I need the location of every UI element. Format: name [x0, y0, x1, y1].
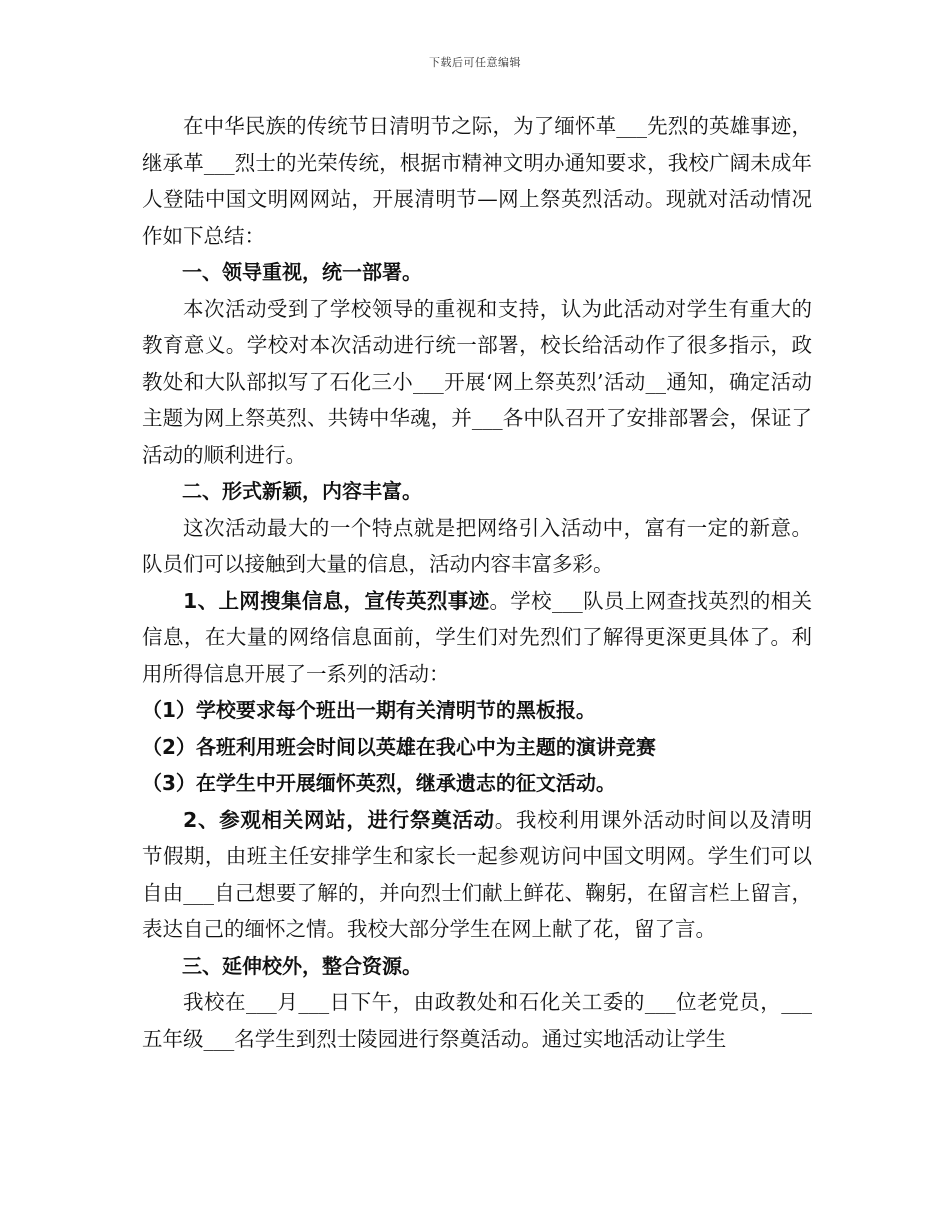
- item-1-text: 。学校___队员上网查找英烈的相关信息，在大量的网络信息面前，学生们对先烈们了解得更深更具体了。利用所得信息开展了一系列的活动：: [142, 588, 813, 686]
- item-2-lead: 2、参观相关网站，进行祭奠活动: [183, 807, 495, 832]
- sub-item-2: （2）各班利用班会时间以英雄在我心中为主题的演讲竞赛: [142, 734, 656, 759]
- section-1-heading: 一、领导重视，统一部署。: [182, 260, 422, 284]
- item-2-text: 。我校利用课外活动时间以及清明节假期，由班主任安排学生和家长一起参观访问中国文明网。学生们可以自由___自己想要了解的，并向烈士们献上鲜花、鞠躬，在留言栏上留言，表达自己的缅怀之情。我校大部分学生在网上献了花，留了言。: [142, 807, 813, 941]
- document-body: [142, 108, 812, 1057]
- sub-item-3: （3）在学生中开展缅怀英烈，继承遗志的征文活动。: [142, 771, 616, 795]
- section-2-heading: 二、形式新颖，内容丰富。: [182, 479, 422, 503]
- item-1-lead: 1、上网搜集信息，宣传英烈事迹: [183, 588, 490, 613]
- section-2-paragraph: 这次活动最大的一个特点就是把网络引入活动中，富有一定的新意。队员们可以接触到大量的信息，活动内容丰富多彩。: [142, 515, 812, 576]
- page-header: 下载后可任意编辑: [429, 56, 521, 69]
- item-1-paragraph: [142, 583, 812, 693]
- section-3-paragraph: 我校在___月___日下午，由政教处和石化关工委的___位老党员，___五年级___名学生到烈士陵园进行祭奠活动。通过实地活动让学生: [142, 990, 812, 1051]
- sub-item-1: （1）学校要求每个班出一期有关清明节的黑板报。: [142, 698, 596, 722]
- section-3-heading: 三、延伸校外，整合资源。: [182, 953, 422, 978]
- item-2-paragraph: [142, 802, 812, 948]
- section-1-paragraph: 本次活动受到了学校领导的重视和支持，认为此活动对学生有重大的教育意义。学校对本次活动进行统一部署，校长给活动作了很多指示，政教处和大队部拟写了石化三小___开展‘网上祭英烈’活动__通知，确定活动主题为网上祭英烈、共铸中华魂，并___各中队召开了安排部署会，保证了活动的顺利进行。: [142, 296, 812, 467]
- intro-paragraph: 在中华民族的传统节日清明节之际，为了缅怀革___先烈的英雄事迹，继承革___烈士的光荣传统，根据市精神文明办通知要求，我校广阔未成年人登陆中国文明网网站，开展清明节—网上祭英烈活动。现就对活动情况作如下总结：: [142, 114, 812, 248]
